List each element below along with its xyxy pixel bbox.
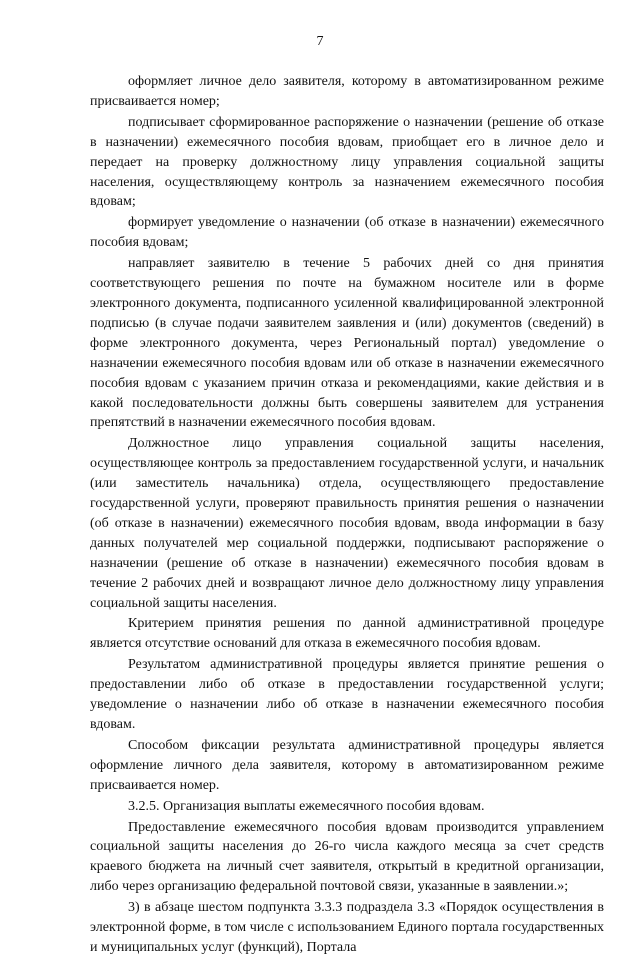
- paragraph-6: Критерием принятия решения по данной административной процедуре является отсутствие оснований для отказа в ежемесячного пособия вдовам.: [90, 616, 604, 652]
- paragraph-9: 3.2.5. Организация выплаты ежемесячного пособия вдовам.: [128, 798, 485, 814]
- paragraph-1: оформляет личное дело заявителя, которому в автоматизированном режиме присваивается номер;: [90, 74, 604, 109]
- paragraph-2: подписывает сформированное распоряжение о назначении (решение об отказе в назначении) ежемесячного пособия вдовам, приобщает его в личное дело и передает на проверку должностному лицу управления социальной защиты населения, осуществляющему контроль за назначением ежемесячного пособия вдовам;: [90, 114, 604, 210]
- paragraph-7: Результатом административной процедуры является принятие решения о предоставлении либо об отказе в предоставлении государственной услуги; уведомление о назначении либо об отказе в назначении ежемесячного пособия вдовам.: [90, 657, 604, 732]
- paragraph-3: формирует уведомление о назначении (об отказе в назначении) ежемесячного пособия вдовам;: [90, 215, 604, 251]
- paragraph-5: Должностное лицо управления социальной защиты населения, осуществляющее контроль за предоставлением государственной услуги, и начальник (или заместитель начальника) отдела, осуществляющего предоставление государственной услуги, проверяют правильность принятия решения о назначении (об отказе в назначении) ежемесячного пособия вдовам, ввода информации в базу данных получателей мер социальной поддержки, подписывают распоряжение о назначении (решение об отказе в назначении) ежемесячного пособия вдовам в течение 2 рабочих дней и возвращают личное дело должностному лицу управления социальной защиты населения.: [90, 436, 604, 611]
- paragraph-11: 3) в абзаце шестом подпункта 3.3.3 подраздела 3.3 «Порядок осуществления в электронной форме, в том числе с использованием Единого портала государственных и муниципальных услуг (функций), Портала: [90, 900, 604, 955]
- page-number: 7: [316, 34, 324, 49]
- paragraph-4: направляет заявителю в течение 5 рабочих дней со дня принятия соответствующего решения по почте на бумажном носителе или в форме электронного документа, подписанного усиленной квалифицированной электронной подписью (в случае подачи заявителем заявления и (или) документов (сведений) в форме электронного документа, через Региональный портал) уведомление о назначении ежемесячного пособия вдовам или об отказе в назначении ежемесячного пособия вдовам с указанием причин отказа и рекомендациями, какие действия и в какой последовательности должны быть совершены заявителем для устранения препятствий в назначении ежемесячного пособия вдовам.: [90, 256, 604, 431]
- document-body: [90, 72, 604, 959]
- paragraph-10: Предоставление ежемесячного пособия вдовам производится управлением социальной защиты населения до 26-го числа каждого месяца за счет средств краевого бюджета на личный счет заявителя, открытый в кредитной организации, либо через организацию федеральной почтовой связи, указанные в заявлении.»;: [90, 819, 604, 895]
- paragraph-8: Способом фиксации результата административной процедуры является оформление личного дела заявителя, которому в автоматизированном режиме присваивается номер.: [90, 737, 604, 793]
